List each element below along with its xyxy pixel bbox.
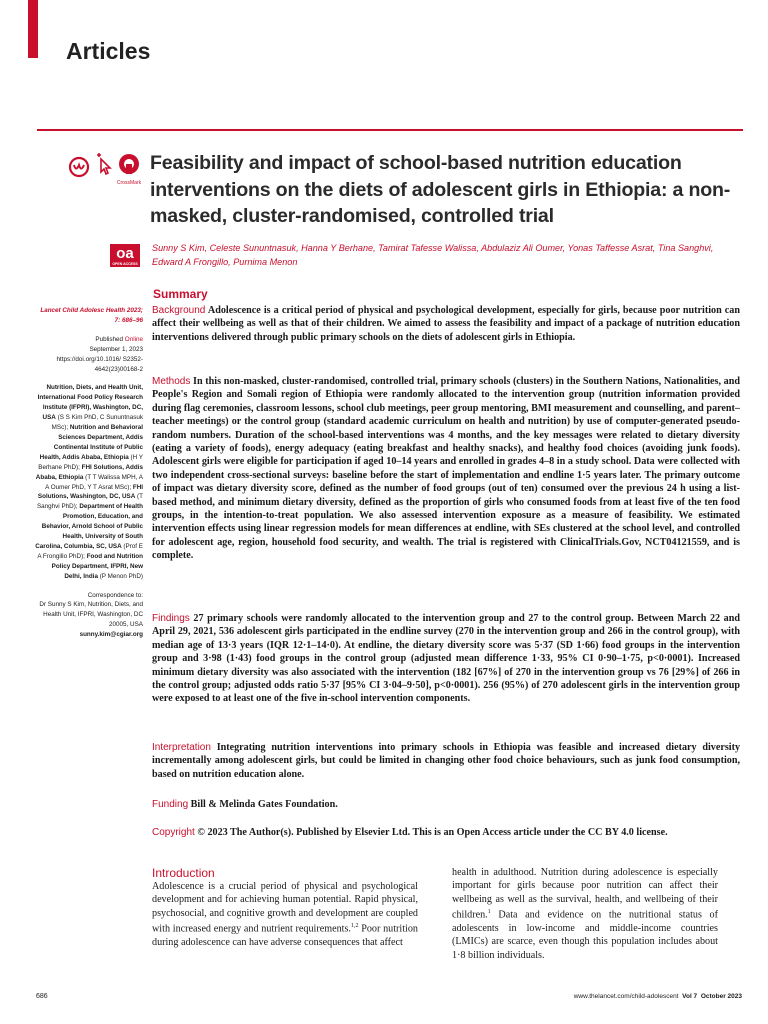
- reference-1[interactable]: 1: [487, 909, 491, 916]
- footer-url[interactable]: www.thelancet.com/child-adolescent: [573, 993, 679, 1000]
- sidebar: [34, 306, 143, 640]
- findings-label: Findings: [152, 613, 190, 624]
- findings-text: 27 primary schools were randomly allocated to the intervention group and 27 to the control group. Between March 22 and April 29, 2021, 536 adolescent girls participated in the endline survey (270 in the intervention group and 266 in the control group), with median age of 13·3 years (IQR 12·1–14·0). At endline, the dietary diversity score was 5·37 (SD 1·66) food groups in the intervention group and 3·98 (1·43) food groups in the control group (adjusted mean difference 1·33, 95% CI 0·90–1·75, p<0·0001). Increased minimum dietary diversity was also associated with the intervention (182 [67%] of 270 in the intervention group vs 76 [29%] of 266 in the control group; adjusted odds ratio 5·37 [95% CI 3·04–9·50], p<0·0001). 256 (95%) of 270 adolescent girls in the intervention group were exposed to at least one of the five in-school intervention components.: [152, 613, 741, 705]
- header-rule: [37, 129, 743, 131]
- published-online-link[interactable]: Online: [124, 335, 143, 343]
- summary-findings: [152, 612, 740, 706]
- intro-column-1: Adolescence is a crucial period of physical and psychological development and for achieving human potential. Rapid physical, psychosocial, and cognitive growth and development are coupled with increased energy and nutrient requirements.$^{1,2}$ Poor nutrition during adolescence can have adverse consequences that affect: [152, 881, 418, 948]
- check-cursor-icon[interactable]: [92, 151, 112, 175]
- summary-interpretation: [152, 741, 740, 781]
- summary-background: [152, 304, 740, 344]
- crossmark-label: CrossMark: [116, 180, 142, 186]
- correspondence-email[interactable]: sunny.kim@cgiar.org: [79, 631, 143, 639]
- background-text: Adolescence is a critical period of physical and psychological development, especially for girls, because poor nutrition can affect their wellbeing as well as that of their children. We aimed to assess the feasibility and impact of a package of nutrition education interventions delivered through public primary schools on the diets of adolescent girls in Ethiopia.: [152, 305, 740, 343]
- summary-heading: Summary: [153, 287, 208, 301]
- journal-citation: Lancet Child Adolesc Health 2023; 7: 686–96: [40, 307, 143, 324]
- copyright-label: Copyright: [152, 827, 195, 838]
- affiliations: Nutrition, Diets, and Health Unit, International Food Policy Research Institute (IFPRI), Washington, DC, USA (S S Kim PhD, C Sununtnasuk MSc); Nutrition and Behavioral Sciences Department, Addis Continental Institute of Public Health, Addis Ababa, Ethiopia (H Y Berhane PhD); FHI Solutions, Addis Ababa, Ethiopia (T T Walissa MPH, A A Oumer PhD, Y T Asrat MSc); FHI Solutions, Washington, DC, USA (T Sanghvi PhD); Department of Health Promotion, Education, and Behavior, Arnold School of Public Health, University of South Carolina, Columbia, SC, USA (Prof E A Frongillo PhD); Food and Nutrition Policy Department, IFPRI, New Delhi, India (P Menon PhD): [35, 384, 143, 580]
- summary-copyright: [152, 826, 740, 839]
- copyright-text: © 2023 The Author(s). Published by Elsevier Ltd. This is an Open Access article under the CC BY 4.0 license.: [197, 827, 668, 838]
- oa-subtext: OPEN ACCESS: [112, 262, 138, 266]
- article-title: Feasibility and impact of school-based nutrition education interventions on the diets of adolescent girls in Ethiopia: a non-masked, cluster-randomised, controlled trial: [150, 152, 731, 227]
- correspondence: Correspondence to: Dr Sunny S Kim, Nutrition, Diets, and Health Unit, IFPRI, Washington, DC 20005, USA sunny.kim@cgiar.org: [39, 591, 143, 639]
- summary-methods: [152, 375, 740, 563]
- background-label: Background: [152, 305, 206, 316]
- methods-text: In this non-masked, cluster-randomised, controlled trial, primary schools (clusters) in the Southern Nations, Nationalities, and People's Region and Somali region of Ethiopia were randomly allocated to the intervention group (nutrition information provided during flag ceremonies, classroom lessons, school club meetings, peer group mentoring, BMI measurement and counselling, and parent–teacher meetings) or the control group (standard academic curriculum on health and nutrition) by use of computer-generated pseudo-random numbers. Duration of the school-based interventions was 4 months, and the key messages were related to dietary diversity (eating a variety of foods), energy adequacy (eating breakfast and healthy snacks), and healthy food choices (avoiding junk foods). Adolescent girls were eligible for participation if aged 10–14 years and enrolled in grades 4–8 in a study school. Data were collected with two independent cross-sectional surveys: baseline before the start of implementation and endline 1·5 years later. The primary outcome of impact was dietary diversity score, defined as the number of food groups (out of ten) consumed over the previous 24 h using a list-based method, and minimum dietary diversity, defined as the proportion of girls who consumed foods from at least five of the ten food groups, in the intention-to-treat population. We also assessed intervention exposure as a measure of feasibility. We estimated intervention effects using linear regression models for mean differences at endline, with SEs clustered at the school level, and controlled for adolescent age, region, household food security, and wealth. The trial is registered with ClinicalTrials.Gov, NCT04121559, and is complete.: [152, 376, 741, 562]
- page-number: 686: [36, 993, 48, 1000]
- oa-text: oa: [116, 245, 134, 262]
- reference-1-2[interactable]: 1,2: [350, 923, 359, 930]
- methods-label: Methods: [152, 376, 191, 387]
- interpretation-label: Interpretation: [152, 742, 211, 753]
- header-accent-bar: [28, 0, 38, 58]
- summary-funding: [152, 798, 740, 811]
- crossmark-icon[interactable]: [116, 153, 142, 187]
- funding-label: Funding: [152, 799, 189, 810]
- interpretation-text: Integrating nutrition interventions into primary schools in Ethiopia was feasible and increased dietary diversity incrementally among adolescent girls, but could be limited in changing other food choice behaviours, such as junk food consumption, based on nutrition education alone.: [152, 742, 741, 780]
- published-info: Published Online September 1, 2023 https://doi.org/10.1016/ S2352-4642(23)00168-2: [56, 335, 143, 373]
- footer-journal-info: www.thelancet.com/child-adolescent Vol 7 October 2023: [573, 993, 742, 1000]
- intro-column-2: health in adulthood. Nutrition during adolescence is especially important for girls because poor nutrition can affect their wellbeing as well as the survival, health, and wellbeing of their children.$^1$ Data and evidence on the nutritional status of adolescents in low-income and middle-income countries (LMICs) are scarce, even though this population includes about 1·8 billion individuals.: [452, 867, 718, 961]
- introduction-heading: Introduction: [152, 866, 215, 880]
- funding-text: Bill & Melinda Gates Foundation.: [190, 799, 338, 810]
- section-label: Articles: [66, 38, 151, 64]
- open-access-badge[interactable]: [110, 244, 140, 267]
- author-list: Sunny S Kim, Celeste Sununtnasuk, Hanna Y Berhane, Tamirat Tafesse Walissa, Abdulaziz Ali Oumer, Yonas Taffesse Asrat, Tina Sanghvi, Edward A Frongillo, Purnima Menon: [152, 243, 714, 267]
- refresh-icon[interactable]: [68, 156, 90, 178]
